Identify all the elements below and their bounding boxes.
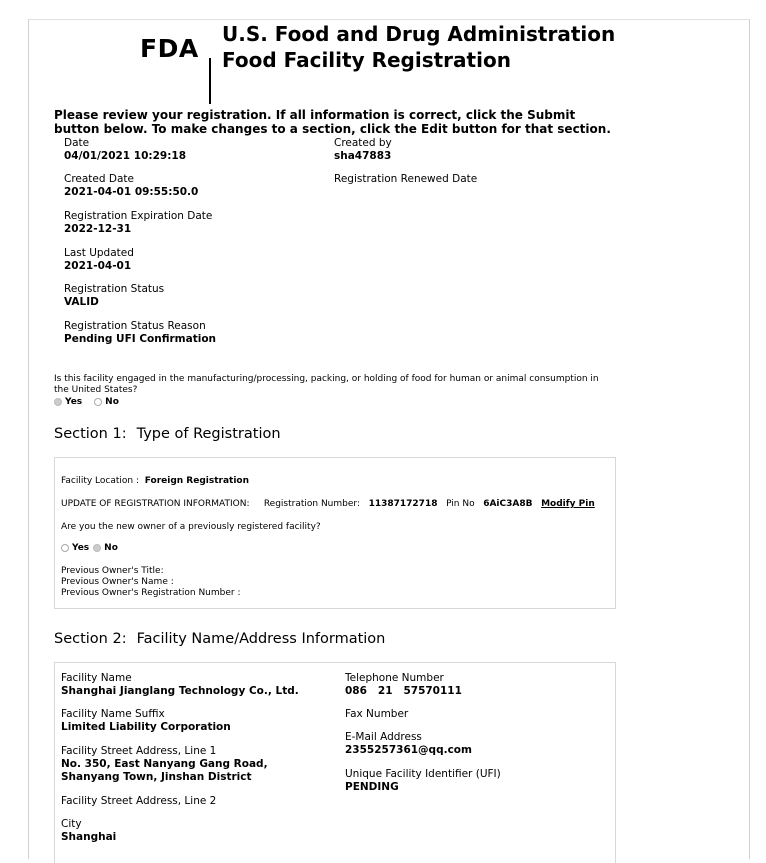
us-question-options — [54, 397, 131, 407]
status-reason-value: Pending UFI Confirmation — [64, 333, 217, 345]
facility-location-value: Foreign Registration — [144, 476, 250, 486]
created-date-value: 2021-04-01 09:55:50.0 — [64, 186, 199, 198]
radio-checked-icon[interactable] — [93, 544, 101, 552]
facility-suffix-value: Limited Liability Corporation — [61, 721, 231, 733]
renewed-date-label: Registration Renewed Date — [334, 173, 478, 185]
email-field — [345, 731, 472, 757]
expiration-label: Registration Expiration Date — [64, 210, 213, 222]
reg-number-label: Registration Number: — [263, 499, 360, 509]
facility-name-value: Shanghai Jianglang Technology Co., Ltd. — [61, 685, 299, 697]
radio-unchecked-icon[interactable] — [94, 398, 102, 406]
status-reason-field — [64, 320, 216, 346]
section1-number: Section 1: — [54, 426, 127, 442]
email-value: 2355257361@qq.com — [345, 744, 472, 756]
last-updated-label: Last Updated — [64, 247, 134, 259]
facility-name-label: Facility Name — [61, 672, 132, 684]
date-value: 04/01/2021 10:29:18 — [64, 150, 187, 162]
header-divider — [209, 58, 211, 104]
created-date-field — [64, 173, 198, 199]
date-label: Date — [64, 137, 90, 149]
city-field — [61, 818, 116, 844]
last-updated-field — [64, 247, 134, 273]
street1-value: No. 350, East Nanyang Gang Road, Shanyang Town, Jinshan District — [61, 758, 268, 783]
fda-logo: FDA — [140, 34, 199, 63]
us-no-label: No — [105, 397, 119, 407]
owner-question-options — [61, 543, 130, 553]
renewed-date-field — [334, 173, 477, 186]
section2-title: Facility Name/Address Information — [136, 631, 386, 647]
ufi-value: PENDING — [345, 781, 399, 793]
pin-value: 6AiC3A8B — [483, 499, 533, 509]
intro-instructions: Please review your registration. If all information is correct, click the Submit button below. To make changes to a section, click the Edit button for that section. — [54, 108, 611, 136]
section2-heading — [54, 631, 385, 647]
registration-update-row — [61, 499, 595, 510]
created-by-field — [334, 137, 392, 163]
facility-location-row — [61, 476, 249, 487]
radio-checked-icon[interactable] — [54, 398, 62, 406]
owner-question-text: Are you the new owner of a previously registered facility? — [61, 522, 321, 532]
street2-label: Facility Street Address, Line 2 — [61, 795, 217, 807]
us-yes-option[interactable] — [54, 397, 82, 407]
status-value: VALID — [64, 296, 99, 308]
us-no-option[interactable] — [94, 397, 119, 407]
reg-number-value: 11387172718 — [368, 499, 438, 509]
status-field — [64, 283, 164, 309]
owner-no-label: No — [104, 543, 118, 553]
owner-yes-label: Yes — [72, 543, 90, 553]
agency-title: U.S. Food and Drug Administration — [222, 22, 616, 46]
created-by-label: Created by — [334, 137, 392, 149]
prev-owner-name: Previous Owner's Name : — [61, 577, 174, 587]
section1-title: Type of Registration — [136, 426, 281, 442]
status-label: Registration Status — [64, 283, 165, 295]
ufi-label: Unique Facility Identifier (UFI) — [345, 768, 501, 780]
facility-suffix-field — [61, 708, 231, 734]
us-yes-label: Yes — [65, 397, 83, 407]
section2-number: Section 2: — [54, 631, 127, 647]
owner-yes-option[interactable] — [61, 543, 89, 553]
us-question-text: Is this facility engaged in the manufacturing/processing, packing, or holding of food for human or animal consumption in the United States? — [54, 374, 599, 395]
owner-no-option[interactable] — [93, 543, 118, 553]
form-title: Food Facility Registration — [222, 48, 511, 72]
email-label: E-Mail Address — [345, 731, 422, 743]
street1-label: Facility Street Address, Line 1 — [61, 745, 217, 757]
created-by-value: sha47883 — [334, 150, 392, 162]
facility-location-label: Facility Location : — [61, 476, 139, 486]
status-reason-label: Registration Status Reason — [64, 320, 206, 332]
city-label: City — [61, 818, 82, 830]
created-date-label: Created Date — [64, 173, 134, 185]
phone-field — [345, 672, 462, 698]
prev-owner-title: Previous Owner's Title: — [61, 566, 164, 576]
prev-owner-reg-number: Previous Owner's Registration Number : — [61, 588, 241, 598]
facility-suffix-label: Facility Name Suffix — [61, 708, 165, 720]
expiration-field — [64, 210, 212, 236]
fax-label: Fax Number — [345, 708, 409, 720]
modify-pin-link[interactable]: Modify Pin — [541, 499, 595, 509]
phone-value: 086 21 57570111 — [345, 685, 462, 697]
radio-unchecked-icon[interactable] — [61, 544, 69, 552]
last-updated-value: 2021-04-01 — [64, 260, 132, 272]
expiration-value: 2022-12-31 — [64, 223, 132, 235]
street2-field — [61, 795, 216, 808]
city-value: Shanghai — [61, 831, 117, 843]
ufi-field — [345, 768, 501, 794]
facility-name-field — [61, 672, 299, 698]
update-label: UPDATE OF REGISTRATION INFORMATION: — [61, 499, 250, 509]
section1-heading — [54, 426, 281, 442]
fax-field — [345, 708, 408, 721]
date-field — [64, 137, 186, 163]
street1-field — [61, 745, 311, 784]
phone-label: Telephone Number — [345, 672, 444, 684]
pin-label: Pin No — [446, 499, 475, 509]
